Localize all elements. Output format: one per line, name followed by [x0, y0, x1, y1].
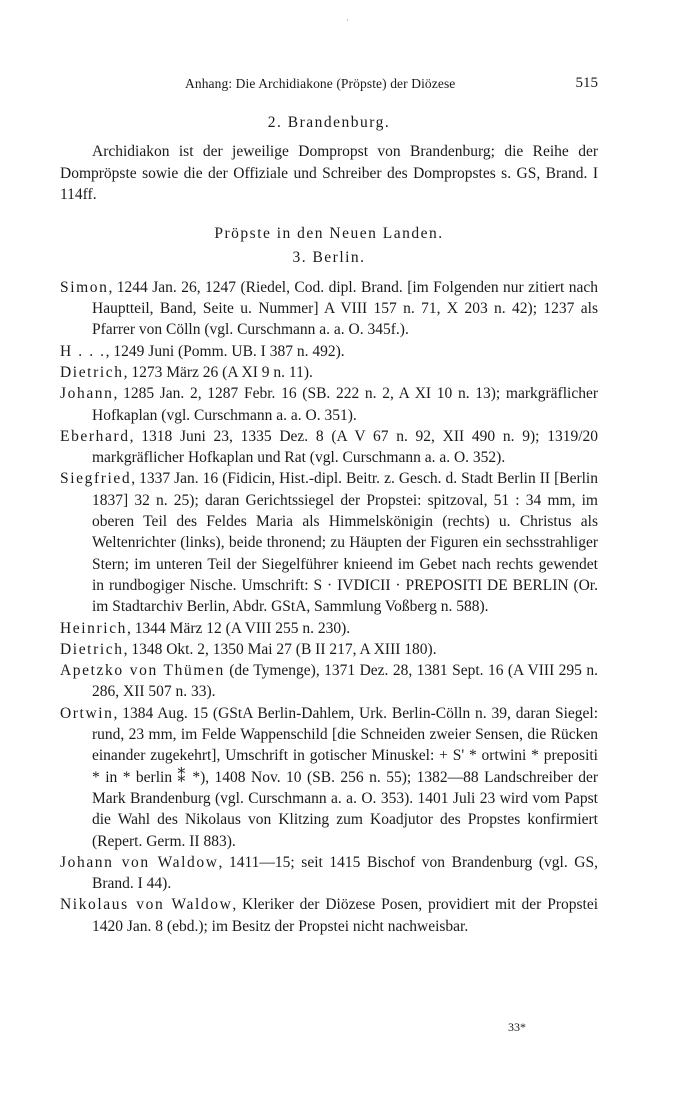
list-item	[60, 852, 598, 895]
entry-text: , 1244 Jan. 26, 1247 (Riedel, Cod. dipl. Brand. [im Folgenden nur zitiert nach Hauptteil, Band, Seite u. Nummer] A VIII 157 n. 71, X 203 n. 42); 1237 als Pfarrer von Cölln (vgl. Curschmann a. a. O. 345f.).	[92, 278, 598, 339]
entry-text: , 1337 Jan. 16 (Fidicin, Hist.-dipl. Beitr. z. Gesch. d. Stadt Berlin II [Berlin 1837] 32 n. 25); daran Gerichtssiegel der Propstei: spitzoval, 51 : 34 mm, im oberen Teil des Feldes Maria als Himmelskönigin (rechts) u. Christus als Weltenrichter (links), beide thronend; zu Häupten der Figuren ein sechsstrahliger Stern; im unteren Teil der Siegelführer knieend im Gebet nach rechts gewendet in rundbogiger Nische. Umschrift: S · IVDICII · PREPOSITI DE BERLIN (Or. im Stadtarchiv Berlin, Abdr. GStA, Sammlung Voßberg n. 588).	[92, 470, 598, 616]
entry-text: (de Tymenge), 1371 Dez. 28, 1381 Sept. 16 (A VIII 295 n. 286, XII 507 n. 33).	[92, 662, 598, 701]
section-title: 2. Brandenburg.	[267, 114, 391, 131]
list-item	[60, 894, 598, 937]
list-item	[60, 660, 598, 703]
intro-paragraph: Archidiakon ist der jeweilige Dompropst von Brandenburg; die Reihe der Dompröpste sowie die der Offiziale und Schreiber des Dompropstes s. GS, Brand. I 114ff.	[60, 143, 598, 203]
running-title: Anhang: Die Archidiakone (Pröpste) der Diözese	[185, 76, 456, 91]
entry-text: , 1344 März 12 (A VIII 255 n. 230).	[127, 619, 351, 637]
entry-name: Johann von Waldow	[60, 853, 219, 871]
entry-text: , 1285 Jan. 2, 1287 Febr. 16 (SB. 222 n. 2, A XI 10 n. 13); markgräflicher Hofkaplan (vgl. Curschmann a. a. O. 351).	[92, 385, 598, 424]
entry-name: Nikolaus von Waldow	[60, 896, 233, 914]
entry-name: Apetzko von Thümen	[60, 662, 225, 680]
provost-list	[60, 277, 598, 937]
entry-name: Simon	[60, 278, 109, 296]
entry-name: H . . .	[60, 342, 106, 360]
entry-text: , Kleriker der Diözese Posen, providiert mit der Propstei 1420 Jan. 8 (ebd.); im Besitz der Propstei nicht nachweisbar.	[92, 896, 599, 935]
entry-name: Siegfried	[60, 470, 132, 488]
list-item	[60, 703, 598, 852]
entry-text: , 1273 März 26 (A XI 9 n. 11).	[123, 363, 313, 381]
list-item	[60, 468, 598, 617]
entry-text: , 1384 Aug. 15 (GStA Berlin-Dahlem, Urk. Berlin-Cölln n. 39, daran Siegel: rund, 23 mm, im Felde Wappenschild [die Schneiden zweier Sensen, die Rücken einander zugekehrt], Umschrift in gotischer Minuskel: + S' * ortwini * prepositi * in * berlin ⁑ *), 1408 Nov. 10 (SB. 256 n. 55); 1382—88 Landschreiber der Mark Brandenburg (vgl. Curschmann a. a. O. 353). 1401 Juli 23 wird vom Papst die Wahl des Nikolaus von Klitzing zum Koadjutor des Propstes konfirmiert (Repert. Germ. II 883).	[92, 704, 598, 850]
list-item	[60, 639, 598, 660]
list-item	[60, 341, 598, 362]
list-item	[60, 277, 598, 341]
entry-text: , 1249 Juni (Pomm. UB. I 387 n. 492).	[105, 342, 345, 360]
entry-name: Dietrich	[60, 363, 124, 381]
entry-name: Dietrich	[60, 640, 124, 658]
page-number: 515	[575, 75, 598, 91]
entry-name: Johann	[60, 385, 114, 403]
entry-name: Ortwin	[60, 704, 114, 722]
sub-subsection-title: 3. Berlin.	[292, 249, 366, 267]
scan-speck: ·	[346, 16, 349, 25]
signature-mark: 33*	[508, 1020, 526, 1034]
entry-text: , 1318 Juni 23, 1335 Dez. 8 (A V 67 n. 92, XII 490 n. 9); 1319/20 markgräflicher Hofkaplan und Rat (vgl. Curschmann a. a. O. 352).	[92, 427, 598, 467]
entry-name: Eberhard	[60, 427, 130, 445]
list-item	[60, 362, 598, 383]
list-item	[60, 383, 598, 426]
entry-name: Heinrich	[60, 619, 128, 637]
entry-text: , 1348 Okt. 2, 1350 Mai 27 (B II 217, A XIII 180).	[123, 640, 437, 658]
page-body	[60, 112, 598, 937]
running-header	[60, 76, 598, 96]
entry-text: , 1411—15; seit 1415 Bischof von Brandenburg (vgl. GS, Brand. I 44).	[92, 853, 598, 893]
list-item	[60, 426, 598, 469]
list-item	[60, 618, 598, 639]
subsection-title: Pröpste in den Neuen Landen.	[214, 225, 444, 243]
